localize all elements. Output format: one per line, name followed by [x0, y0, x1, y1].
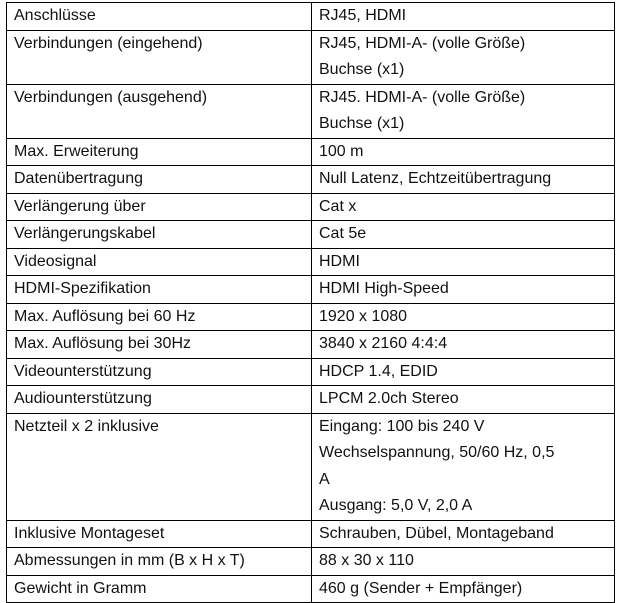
table-row — [7, 221, 615, 249]
table-row — [7, 358, 615, 386]
spec-value: HDMI — [312, 248, 615, 276]
table-row — [7, 30, 615, 84]
spec-label: Datenübertragung — [7, 166, 312, 194]
table-row — [7, 276, 615, 304]
spec-label: Max. Erweiterung — [7, 138, 312, 166]
spec-value: 88 x 30 x 110 — [312, 548, 615, 576]
table-row — [7, 166, 615, 194]
table-row — [7, 386, 615, 414]
spec-label: Verbindungen (ausgehend) — [7, 84, 312, 138]
table-row — [7, 548, 615, 576]
spec-label: HDMI-Spezifikation — [7, 276, 312, 304]
table-row — [7, 575, 615, 603]
spec-value: RJ45, HDMI-A- (volle Größe) Buchse (x1) — [312, 30, 615, 84]
table-row — [7, 303, 615, 331]
spec-value: Null Latenz, Echtzeitübertragung — [312, 166, 615, 194]
spec-label: Verbindungen (eingehend) — [7, 30, 312, 84]
table-row — [7, 520, 615, 548]
spec-value: 3840 x 2160 4:4:4 — [312, 331, 615, 359]
spec-label: Abmessungen in mm (B x H x T) — [7, 548, 312, 576]
spec-value: RJ45, HDMI — [312, 3, 615, 31]
spec-label: Verlängerungskabel — [7, 221, 312, 249]
table-row — [7, 84, 615, 138]
spec-value: Cat x — [312, 193, 615, 221]
specification-table — [6, 2, 615, 603]
table-row — [7, 193, 615, 221]
spec-value: LPCM 2.0ch Stereo — [312, 386, 615, 414]
spec-label: Verlängerung über — [7, 193, 312, 221]
spec-value: Schrauben, Dübel, Montageband — [312, 520, 615, 548]
spec-value: 460 g (Sender + Empfänger) — [312, 575, 615, 603]
table-row — [7, 413, 615, 520]
spec-value: RJ45. HDMI-A- (volle Größe) Buchse (x1) — [312, 84, 615, 138]
spec-label: Anschlüsse — [7, 3, 312, 31]
spec-value: 1920 x 1080 — [312, 303, 615, 331]
spec-label: Videounterstützung — [7, 358, 312, 386]
spec-label: Videosignal — [7, 248, 312, 276]
spec-value: 100 m — [312, 138, 615, 166]
table-row — [7, 331, 615, 359]
spec-label: Max. Auflösung bei 60 Hz — [7, 303, 312, 331]
spec-label: Gewicht in Gramm — [7, 575, 312, 603]
table-row — [7, 248, 615, 276]
spec-label: Audiounterstützung — [7, 386, 312, 414]
spec-value: Eingang: 100 bis 240 V Wechselspannung, 50/60 Hz, 0,5 A Ausgang: 5,0 V, 2,0 A — [312, 413, 615, 520]
spec-value: Cat 5e — [312, 221, 615, 249]
table-row — [7, 3, 615, 31]
table-row — [7, 138, 615, 166]
spec-label: Inklusive Montageset — [7, 520, 312, 548]
spec-label: Max. Auflösung bei 30Hz — [7, 331, 312, 359]
spec-label: Netzteil x 2 inklusive — [7, 413, 312, 520]
spec-value: HDMI High-Speed — [312, 276, 615, 304]
spec-value: HDCP 1.4, EDID — [312, 358, 615, 386]
